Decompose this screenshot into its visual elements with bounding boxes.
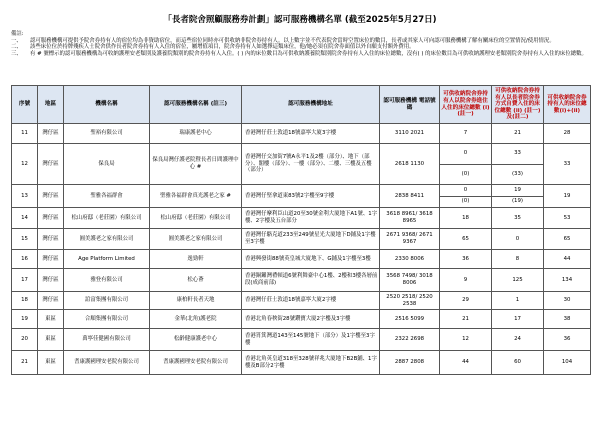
cell-beds-i: 44 bbox=[440, 351, 492, 375]
cell-district: 灣仔區 bbox=[38, 269, 64, 292]
cell-district: 灣仔區 bbox=[38, 250, 64, 269]
table-row bbox=[12, 351, 591, 375]
table-row bbox=[12, 292, 591, 310]
cell-org: 松山府邸（老莊園）有限公司 bbox=[64, 208, 150, 229]
cell-home: 逸勁軒 bbox=[150, 250, 242, 269]
cell-district: 東區 bbox=[38, 329, 64, 351]
note-number: 二、 bbox=[11, 44, 22, 51]
cell-beds-total: 36 bbox=[544, 329, 591, 351]
cell-phone: 2330 8006 bbox=[380, 250, 440, 269]
cell-beds-ii bbox=[492, 144, 544, 185]
cell-home: 康柏軒長者天地 bbox=[150, 292, 242, 310]
cell-phone: 2618 1130 bbox=[380, 144, 440, 185]
cell-beds-i: 21 bbox=[440, 310, 492, 329]
provider-table bbox=[11, 85, 591, 375]
cell-beds-ii: 21 bbox=[492, 124, 544, 144]
cell-home: 松山府邸（老莊園）有限公司 bbox=[150, 208, 242, 229]
note-text: 該些床位位於持牌殘疾人士院舍供作長者院舍券持有人入住的宿位，屬增值項目，院舍券持有人如選擇這類床位，他/她必須在院舍券面值以外自願支付額外費用。 bbox=[30, 44, 415, 51]
cell-district: 灣仔區 bbox=[38, 124, 64, 144]
cell-address: 香港北角英皇道318至328號祥兆大廈地下B2B鋪、1字樓及B部分2字樓 bbox=[242, 351, 380, 375]
cell-home: 耆康護國理安老院有限公司 bbox=[150, 351, 242, 375]
cell-phone: 3110 2021 bbox=[380, 124, 440, 144]
cell-phone: 2887 2808 bbox=[380, 351, 440, 375]
cell-seq: 15 bbox=[12, 229, 38, 250]
header-district: 地區 bbox=[38, 86, 64, 124]
cell-seq: 11 bbox=[12, 124, 38, 144]
cell-beds-i-value: 0 bbox=[463, 150, 468, 157]
table-header-row bbox=[12, 86, 591, 124]
cell-address: 香港興發街88號英皇城大廈地下、G鋪及1字樓至3樓 bbox=[242, 250, 380, 269]
cell-home: 圓美護老之家有限公司 bbox=[150, 229, 242, 250]
cell-beds-total: 33 bbox=[544, 144, 591, 185]
cell-address: 香港灣仔摩利臣山道20至30號金利大廈地下A1號、1字樓、2字樓及五台部分 bbox=[242, 208, 380, 229]
notes-label: 備註: bbox=[11, 31, 24, 37]
cell-address: 香港灣仔駱克道233至249號星光大廈地下D鋪及1字樓至3字樓 bbox=[242, 229, 380, 250]
cell-seq: 20 bbox=[12, 329, 38, 351]
header-beds-total: 可供收納院舍券持有人的床位總數(i)+(ii) bbox=[544, 86, 591, 124]
cell-seq: 16 bbox=[12, 250, 38, 269]
cell-seq: 21 bbox=[12, 351, 38, 375]
note-text: 有 # 號標示的認可服務機構為可收納護理安老類別及護養院類別的院舍券持有人入住。( ) 內的床位數目為可供收納護養院類別院舍券持有人入住的床位總數，沒有( ) 的床位數目為可供收納護理安老類別院舍券持有人入住的床位總數。 bbox=[30, 50, 587, 57]
cell-phone: 2322 2698 bbox=[380, 329, 440, 351]
cell-phone: 2520 2518/ 2520 2538 bbox=[380, 292, 440, 310]
cell-beds-i-value: (0) bbox=[440, 164, 491, 185]
cell-org: 保良局 bbox=[64, 144, 150, 185]
cell-org: 耆康護國理安老院有限公司 bbox=[64, 351, 150, 375]
cell-beds-ii-value: 19 bbox=[514, 186, 521, 193]
cell-phone: 3568 7498/ 3018 8006 bbox=[380, 269, 440, 292]
cell-beds-ii-value: (33) bbox=[492, 164, 543, 185]
cell-beds-ii: 8 bbox=[492, 250, 544, 269]
cell-address: 香港灣仔交加街7號A永平1及2樓（部分）、地下（部分）、閣樓（部分）、一樓（部分）、二樓、三樓及五樓（部分） bbox=[242, 144, 380, 185]
cell-beds-i-value: 0 bbox=[463, 186, 468, 193]
cell-phone: 2671 9368/ 2671 9367 bbox=[380, 229, 440, 250]
header-seq: 序號 bbox=[12, 86, 38, 124]
cell-phone: 2516 5099 bbox=[380, 310, 440, 329]
cell-beds-i-value: (0) bbox=[440, 196, 491, 208]
cell-org: 圓美護老之家有限公司 bbox=[64, 229, 150, 250]
cell-phone: 2838 8411 bbox=[380, 185, 440, 208]
table-row bbox=[12, 269, 591, 292]
table-row bbox=[12, 208, 591, 229]
table-row bbox=[12, 329, 591, 351]
cell-district: 東區 bbox=[38, 310, 64, 329]
cell-phone: 3618 8961/ 3618 8965 bbox=[380, 208, 440, 229]
cell-seq: 13 bbox=[12, 185, 38, 208]
header-address: 認可服務機構地址 bbox=[242, 86, 380, 124]
cell-beds-ii: 60 bbox=[492, 351, 544, 375]
cell-org: 雅登有限公司 bbox=[64, 269, 150, 292]
cell-beds-total: 134 bbox=[544, 269, 591, 292]
cell-beds-i: 18 bbox=[440, 208, 492, 229]
cell-org: 萬寧佳健國有限公司 bbox=[64, 329, 150, 351]
cell-district: 灣仔區 bbox=[38, 229, 64, 250]
cell-district: 灣仔區 bbox=[38, 144, 64, 185]
notes-section bbox=[11, 31, 593, 57]
cell-beds-i: 7 bbox=[440, 124, 492, 144]
cell-org: 誼富集團有限公司 bbox=[64, 292, 150, 310]
page-title: 「長者院舍照顧服務券計劃」認可服務機構名單 (截至2025年5月27日) bbox=[163, 15, 437, 25]
cell-beds-total: 38 bbox=[544, 310, 591, 329]
cell-home: 松齡健康護老中心 bbox=[150, 329, 242, 351]
header-home: 認可服務機構名稱 (註三) bbox=[150, 86, 242, 124]
cell-beds-total: 104 bbox=[544, 351, 591, 375]
cell-beds-total: 30 bbox=[544, 292, 591, 310]
table-row bbox=[12, 250, 591, 269]
cell-beds-ii: 1 bbox=[492, 292, 544, 310]
cell-address: 香港灣仔堅拿道東83號2字樓至9字樓 bbox=[242, 185, 380, 208]
cell-beds-ii-value: 33 bbox=[514, 150, 521, 157]
header-beds-ii: 可供收納院舍券持有人以長者院舍券方式自費入住的床位總數 (ii) (註一)及(註二) bbox=[492, 86, 544, 124]
cell-beds-i: 9 bbox=[440, 269, 492, 292]
table-row bbox=[12, 144, 591, 185]
cell-address: 香港北角春秧街28號鑽寶大廈2字樓及3字樓 bbox=[242, 310, 380, 329]
cell-home: 松心薈 bbox=[150, 269, 242, 292]
cell-beds-i bbox=[440, 185, 492, 208]
cell-beds-ii: 24 bbox=[492, 329, 544, 351]
cell-home: 保良局灣仔護老院暨長者日間護理中心 # bbox=[150, 144, 242, 185]
table-row bbox=[12, 124, 591, 144]
cell-org: Age Platform Limited bbox=[64, 250, 150, 269]
cell-beds-i: 12 bbox=[440, 329, 492, 351]
cell-address: 香港灣仔莊士敦道18號嘉寧大廈2字樓 bbox=[242, 292, 380, 310]
cell-beds-i: 29 bbox=[440, 292, 492, 310]
cell-address: 香港灣仔莊士敦道18號嘉寧大廈3字樓 bbox=[242, 124, 380, 144]
header-beds-i: 可供收納院舍券持有人以院舍券進住人住的床位總數 (i) (註一) bbox=[440, 86, 492, 124]
cell-beds-total: 19 bbox=[544, 185, 591, 208]
cell-org: 聖雅各福群會 bbox=[64, 185, 150, 208]
table-row bbox=[12, 229, 591, 250]
cell-address: 香港銅鑼灣禮頓道6號利舞臺中心1樓、2樓和3樓各層前段(成商前部) bbox=[242, 269, 380, 292]
header-phone: 認可服務機構 電話號碼 bbox=[380, 86, 440, 124]
cell-beds-ii: 35 bbox=[492, 208, 544, 229]
cell-beds-ii: 125 bbox=[492, 269, 544, 292]
cell-district: 灣仔區 bbox=[38, 208, 64, 229]
cell-beds-i: 65 bbox=[440, 229, 492, 250]
cell-beds-total: 44 bbox=[544, 250, 591, 269]
cell-beds-i: 36 bbox=[440, 250, 492, 269]
cell-beds-ii: 17 bbox=[492, 310, 544, 329]
cell-district: 灣仔區 bbox=[38, 292, 64, 310]
cell-org: 合順集團有限公司 bbox=[64, 310, 150, 329]
note-number: 三、 bbox=[11, 50, 22, 57]
cell-seq: 19 bbox=[12, 310, 38, 329]
cell-district: 東區 bbox=[38, 351, 64, 375]
note-item bbox=[11, 51, 593, 58]
cell-beds-total: 65 bbox=[544, 229, 591, 250]
cell-seq: 17 bbox=[12, 269, 38, 292]
note-item bbox=[11, 44, 593, 51]
cell-seq: 14 bbox=[12, 208, 38, 229]
table-row bbox=[12, 310, 591, 329]
cell-beds-ii bbox=[492, 185, 544, 208]
cell-org: 聖裕有限公司 bbox=[64, 124, 150, 144]
note-number: 一、 bbox=[11, 37, 22, 44]
cell-home: 聖雅各福群會真光護老之家 # bbox=[150, 185, 242, 208]
table-row bbox=[12, 185, 591, 208]
cell-seq: 18 bbox=[12, 292, 38, 310]
header-org: 機構名稱 bbox=[64, 86, 150, 124]
cell-district: 灣仔區 bbox=[38, 185, 64, 208]
cell-beds-total: 28 bbox=[544, 124, 591, 144]
cell-beds-total: 53 bbox=[544, 208, 591, 229]
cell-address: 香港筲箕灣道143至145號地下（部分）及1字樓至3字樓 bbox=[242, 329, 380, 351]
cell-home: 金華(北角)護老院 bbox=[150, 310, 242, 329]
note-text: 認可服務機構可提供予院舍券持有人的宿位均為非資助宿位，而這些宿位同時亦可供收納非院舍券持有人。以上數字並不代表院舍當時空置床位的數目，長者或其家人可向認可服務機構了解有關床位的空置情況/使用情況。 bbox=[30, 37, 555, 44]
cell-seq: 12 bbox=[12, 144, 38, 185]
cell-beds-i bbox=[440, 144, 492, 185]
cell-beds-ii-value: (19) bbox=[492, 196, 543, 208]
cell-home: 瑞康護老中心 bbox=[150, 124, 242, 144]
cell-beds-ii: 0 bbox=[492, 229, 544, 250]
